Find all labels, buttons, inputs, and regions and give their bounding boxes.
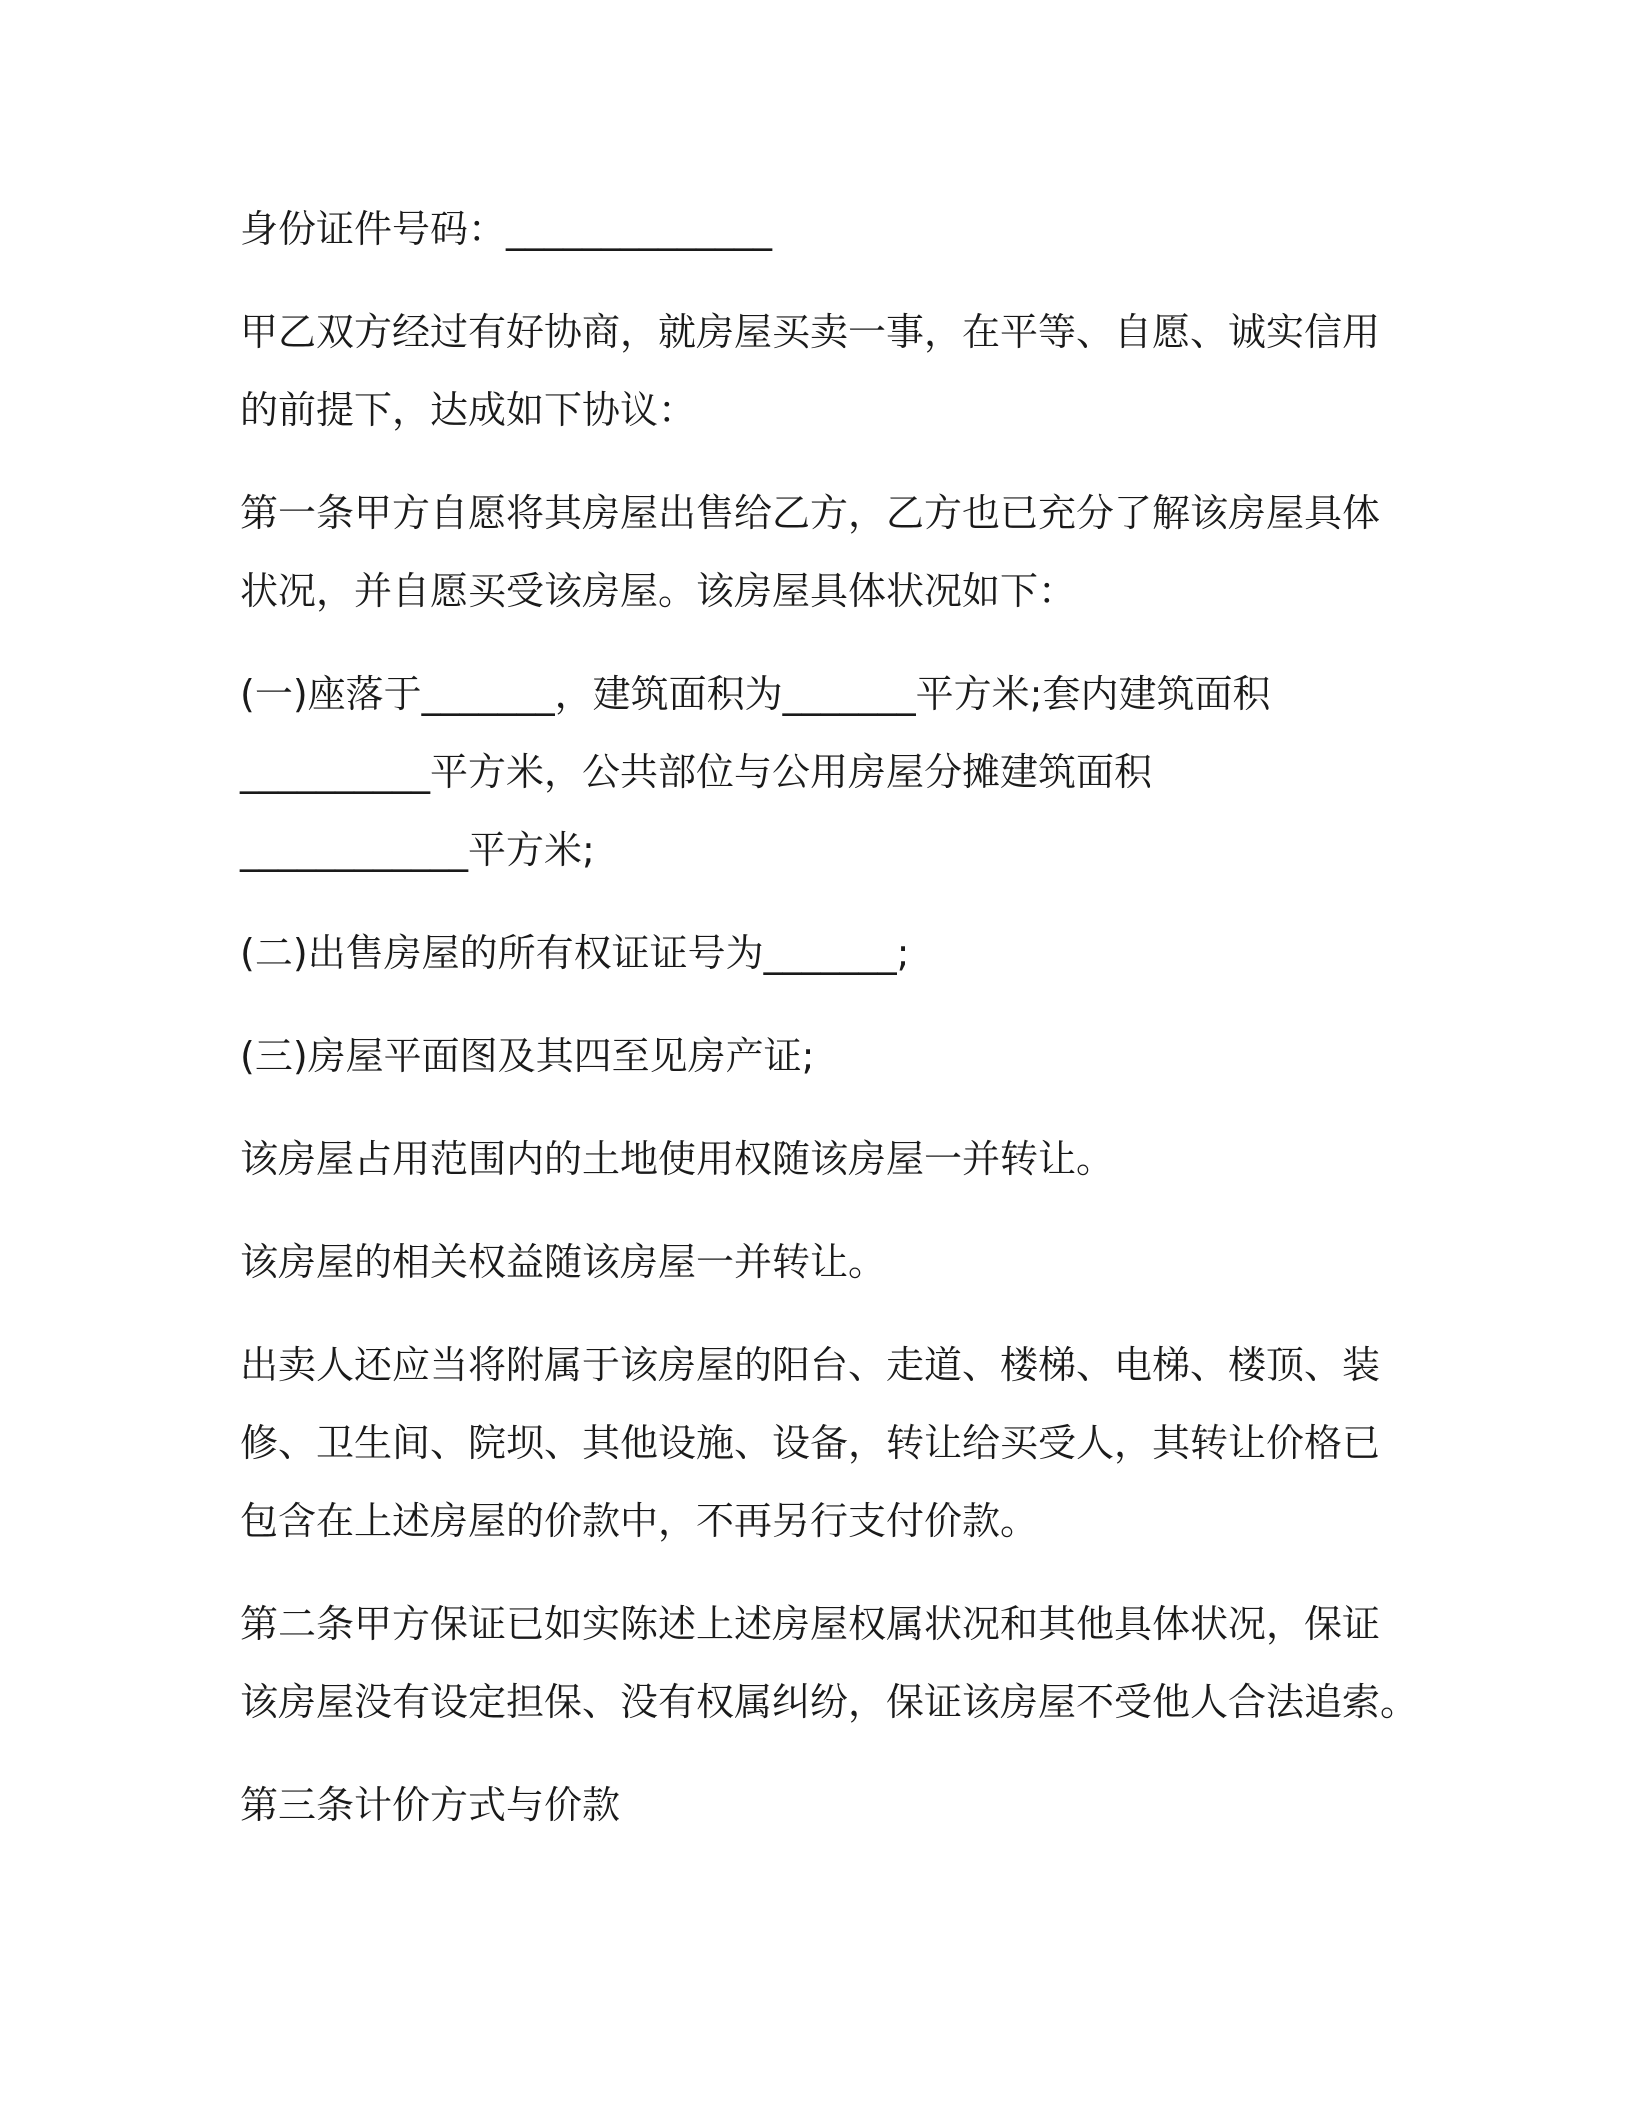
text-line: 包含在上述房屋的价款中，不再另行支付价款。	[240, 1499, 1039, 1543]
text-line: 第一条甲方自愿将其房屋出售给乙方，乙方也已充分了解该房屋具体	[240, 491, 1381, 535]
appurtenances-paragraph	[240, 1326, 1390, 1560]
text-line: (一)座落于_______，建筑面积为_______平方米;套内建筑面积	[240, 672, 1271, 716]
text-line: 第三条计价方式与价款	[240, 1783, 621, 1827]
land-use-right-paragraph	[240, 1120, 1390, 1198]
text-line: 该房屋占用范围内的土地使用权随该房屋一并转让。	[240, 1137, 1115, 1181]
text-line: 甲乙双方经过有好协商，就房屋买卖一事，在平等、自愿、诚实信用	[240, 310, 1381, 354]
text-line: 该房屋的相关权益随该房屋一并转让。	[240, 1240, 887, 1284]
text-line: 该房屋没有设定担保、没有权属纠纷，保证该房屋不受他人合法追索。	[240, 1680, 1419, 1724]
text-line: __________平方米，公共部位与公用房屋分摊建筑面积	[240, 750, 1153, 794]
article-2-paragraph	[240, 1585, 1419, 1741]
clause-2-certificate-number	[240, 914, 1390, 992]
id-number-field-line	[240, 190, 1390, 268]
article-3-heading	[240, 1766, 1390, 1844]
document-body	[240, 190, 1419, 1869]
clause-1-location-area	[240, 655, 1390, 889]
clause-3-floor-plan	[240, 1017, 1390, 1095]
text-line: 身份证件号码：______________	[240, 207, 773, 251]
text-line: 状况，并自愿买受该房屋。该房屋具体状况如下：	[240, 569, 1077, 613]
text-line: 第二条甲方保证已如实陈述上述房屋权属状况和其他具体状况，保证	[240, 1602, 1381, 1646]
text-line: ____________平方米;	[240, 828, 595, 872]
text-line: 出卖人还应当将附属于该房屋的阳台、走道、楼梯、电梯、楼顶、装	[240, 1343, 1381, 1387]
related-rights-paragraph	[240, 1223, 1390, 1301]
text-line: (三)房屋平面图及其四至见房产证;	[240, 1034, 815, 1078]
preamble-paragraph	[240, 293, 1390, 449]
text-line: (二)出售房屋的所有权证证号为_______;	[240, 931, 910, 975]
article-1-paragraph	[240, 474, 1390, 630]
text-line: 的前提下，达成如下协议：	[240, 388, 697, 432]
text-line: 修、卫生间、院坝、其他设施、设备，转让给买受人，其转让价格已	[240, 1421, 1381, 1465]
